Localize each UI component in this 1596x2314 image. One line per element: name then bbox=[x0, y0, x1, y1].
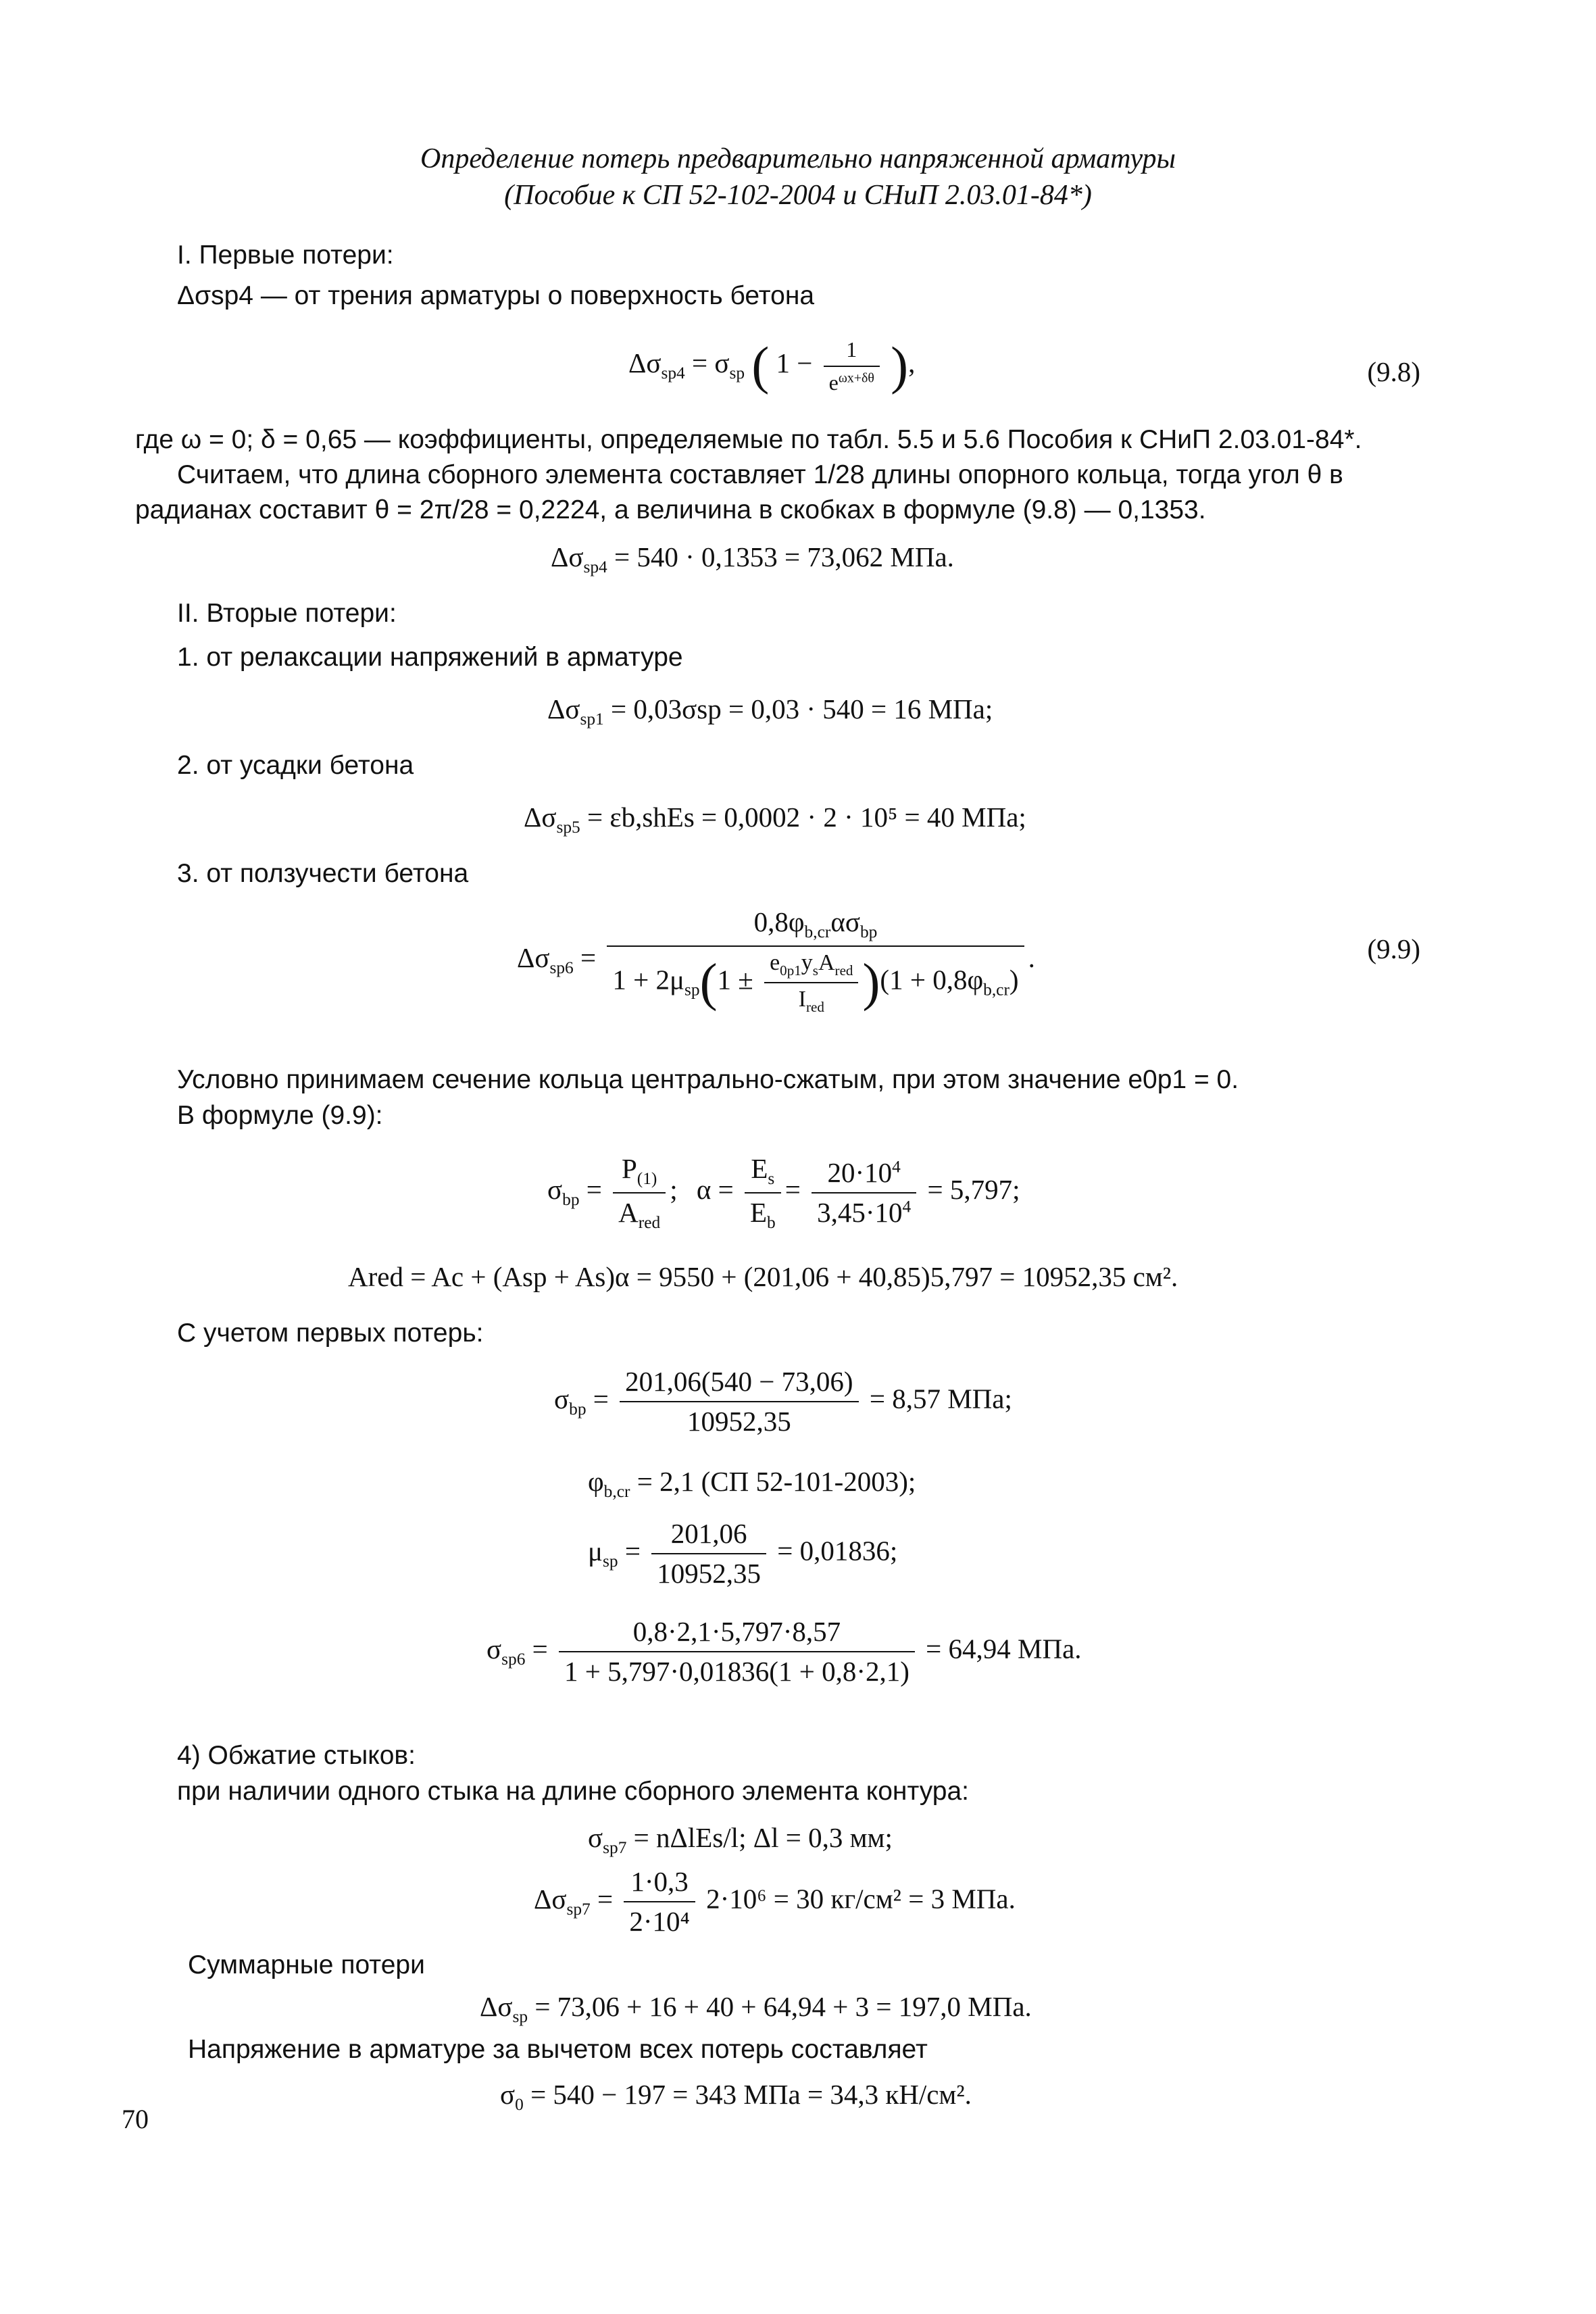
consider-line-1: Считаем, что длина сборного элемента составляет 1/28 длины опорного кольца, тогда угол θ в bbox=[177, 460, 1343, 489]
remaining-stress-label: Напряжение в арматуре за вычетом всех потерь составляет bbox=[188, 2035, 928, 2064]
sp7-def-value: = nΔlEs/l; Δl = 0,3 мм; bbox=[633, 1822, 893, 1853]
sigma-bp-numerator: 201,06(540 − 73,06) bbox=[620, 1365, 858, 1402]
sigma0-value: = 540 − 197 = 343 МПа = 34,3 кН/см². bbox=[530, 2079, 972, 2110]
item-creep: 3. от ползучести бетона bbox=[177, 859, 469, 888]
sp4-description: Δσsp4 — от трения арматуры о поверхность бетона bbox=[177, 281, 815, 310]
sigma0-calc: $\sigma_0 = 540 - 197 = 343$ МПа = 34,3 кН/см². bbox=[500, 2079, 972, 2115]
mu-denominator: 10952,35 bbox=[657, 1558, 761, 1590]
page-title-line1: Определение потерь предварительно напряженной арматуры bbox=[420, 143, 1176, 174]
mu-result: = 0,01836; bbox=[777, 1535, 898, 1567]
sp4-result: $\Delta\sigma_{sp4} = 540 \cdot 0,1353 = 73,062$ МПа. bbox=[551, 541, 954, 577]
in-formula-label: В формуле (9.9): bbox=[177, 1101, 383, 1130]
item-relaxation: 1. от релаксации напряжений в арматуре bbox=[177, 643, 683, 672]
sp7-result: 2·10⁶ = 30 кг/см² = 3 МПа. bbox=[706, 1883, 1016, 1915]
sp7-calc: $\Delta\sigma_{sp7}$ = $\frac{1\cdot 0,3}{\text{2·10⁴}}$ 2·10⁶ = 30 кг/см² = 3 МПа. bbox=[534, 1865, 1016, 1938]
sp6-result: = 64,94 МПа. bbox=[926, 1633, 1082, 1665]
consider-line-2: радианах составит θ = 2π/28 = 0,2224, а величина в скобках в формуле (9.8) — 0,1353. bbox=[135, 495, 1206, 524]
sp4-value: = 540 · 0,1353 = 73,062 МПа. bbox=[614, 541, 954, 572]
phi-line: $\varphi_{b,cr} = 2,1$ (СП 52-101-2003); bbox=[588, 1466, 916, 1502]
page-title-line2: (Пособие к СП 52-102-2004 и СНиП 2.03.01-84*) bbox=[504, 180, 1092, 211]
mu-calc: $\mu_{sp}$ = $\frac{201,06}{10952,35}$ = 0,01836; bbox=[588, 1517, 897, 1590]
sp1-result: $\Delta\sigma_{sp1} = 0,03\sigma sp = 0,03 \cdot 540 = 16$ МПа; bbox=[547, 693, 993, 729]
phi-value: = 2,1 (СП 52-101-2003); bbox=[637, 1466, 916, 1497]
section-first-losses: I. Первые потери: bbox=[177, 241, 394, 270]
formula-9-8: $\Delta\sigma_{sp4} = \sigma_{sp}$ ( 1 − $\frac{1}{e^{\omega x+\delta\theta}}$ ), bbox=[628, 337, 916, 395]
sigma-bp-result: = 8,57 МПа; bbox=[869, 1383, 1012, 1414]
equation-number-9-9: (9.9) bbox=[1367, 933, 1420, 964]
alpha-result: = 5,797; bbox=[927, 1174, 1020, 1206]
total-losses-label: Суммарные потери bbox=[188, 1950, 425, 1979]
sp1-value: = 0,03σsp = 0,03 · 540 = 16 МПа; bbox=[611, 693, 993, 724]
sp6-calc: $\sigma_{sp6}$ = $\frac{0,8\cdot 2,1\cdot 5,797\cdot 8,57}{1 + 5,797\cdot 0,01836(1 + 0,8\cdot 2,1)}$ = 64,94 МПа. bbox=[487, 1615, 1082, 1688]
ared-line: Ared = Ac + (Asp + As)α = 9550 + (201,06 + 40,85)5,797 = 10952,35 см². bbox=[348, 1261, 1178, 1292]
sigma-alpha-definitions: $\sigma_{bp}$ = $\frac{P_{(1)}}{A_{red}}$ ; α = $\frac{E_s}{E_b}$ = $\frac{20\cdot 10^4}{3,45\cdot 10^4}$ = 5,797; bbox=[547, 1153, 1020, 1232]
item-joint-compression: 4) Обжатие стыков: bbox=[177, 1741, 416, 1770]
with-first-losses-label: С учетом первых потерь: bbox=[177, 1319, 484, 1348]
assumption-line: Условно принимаем сечение кольца центрально-сжатым, при этом значение e0p1 = 0. bbox=[177, 1065, 1239, 1094]
equation-number-9-8: (9.8) bbox=[1367, 356, 1420, 387]
total-losses-value: = 73,06 + 16 + 40 + 64,94 + 3 = 197,0 МПа. bbox=[534, 1991, 1032, 2022]
sigma-bp-denominator: 10952,35 bbox=[687, 1406, 791, 1437]
mu-numerator: 201,06 bbox=[651, 1517, 766, 1554]
sp6-numerator: 0,8·2,1·5,797·8,57 bbox=[559, 1615, 915, 1652]
sp5-value: = εb,shEs = 0,0002 · 2 · 10⁵ = 40 МПа; bbox=[587, 802, 1026, 833]
formula-9-9: $\Delta\sigma_{sp6}$ = $0,8\varphi_{b,cr}\alpha\sigma_{bp}$ $1 + 2\mu_{sp}(1$ ± $\frac{e_{0p1}y_sA_{red}}{I_{red}}$ )$(1 + 0,8\varphi_{b,cr})$ . bbox=[517, 906, 1035, 1015]
item-shrinkage: 2. от усадки бетона bbox=[177, 751, 414, 780]
total-losses-calc: $\Delta\sigma_{sp} = 73,06 + 16 + 40 + 64,94 + 3 = 197,0$ МПа. bbox=[480, 1991, 1032, 2027]
where-coefficients-line: где ω = 0; δ = 0,65 — коэффициенты, определяемые по табл. 5.5 и 5.6 Пособия к СНиП 2.03.01-84*. bbox=[135, 425, 1362, 454]
section-second-losses: II. Вторые потери: bbox=[177, 599, 397, 628]
sp7-denominator: 2·10⁴ bbox=[629, 1906, 690, 1938]
sigma-bp-calc: $\sigma_{bp}$ = $\frac{201,06(540 - 73,06)}{10952,35}$ = 8,57 МПа; bbox=[554, 1365, 1012, 1438]
one-joint-line: при наличии одного стыка на длине сборного элемента контура: bbox=[177, 1777, 970, 1806]
sp6-denominator: 1 + 5,797·0,01836(1 + 0,8·2,1) bbox=[564, 1656, 909, 1688]
sp5-result: $\Delta\sigma_{sp5}$ = εb,shEs = 0,0002 · 2 · 10⁵ = 40 МПа; bbox=[524, 802, 1026, 837]
sp7-definition: $\sigma_{sp7} = n\Delta lEs/l$; Δl = 0,3 мм; bbox=[588, 1822, 893, 1858]
sp7-numerator: 1·0,3 bbox=[624, 1865, 695, 1902]
page-number: 70 bbox=[122, 2104, 149, 2134]
